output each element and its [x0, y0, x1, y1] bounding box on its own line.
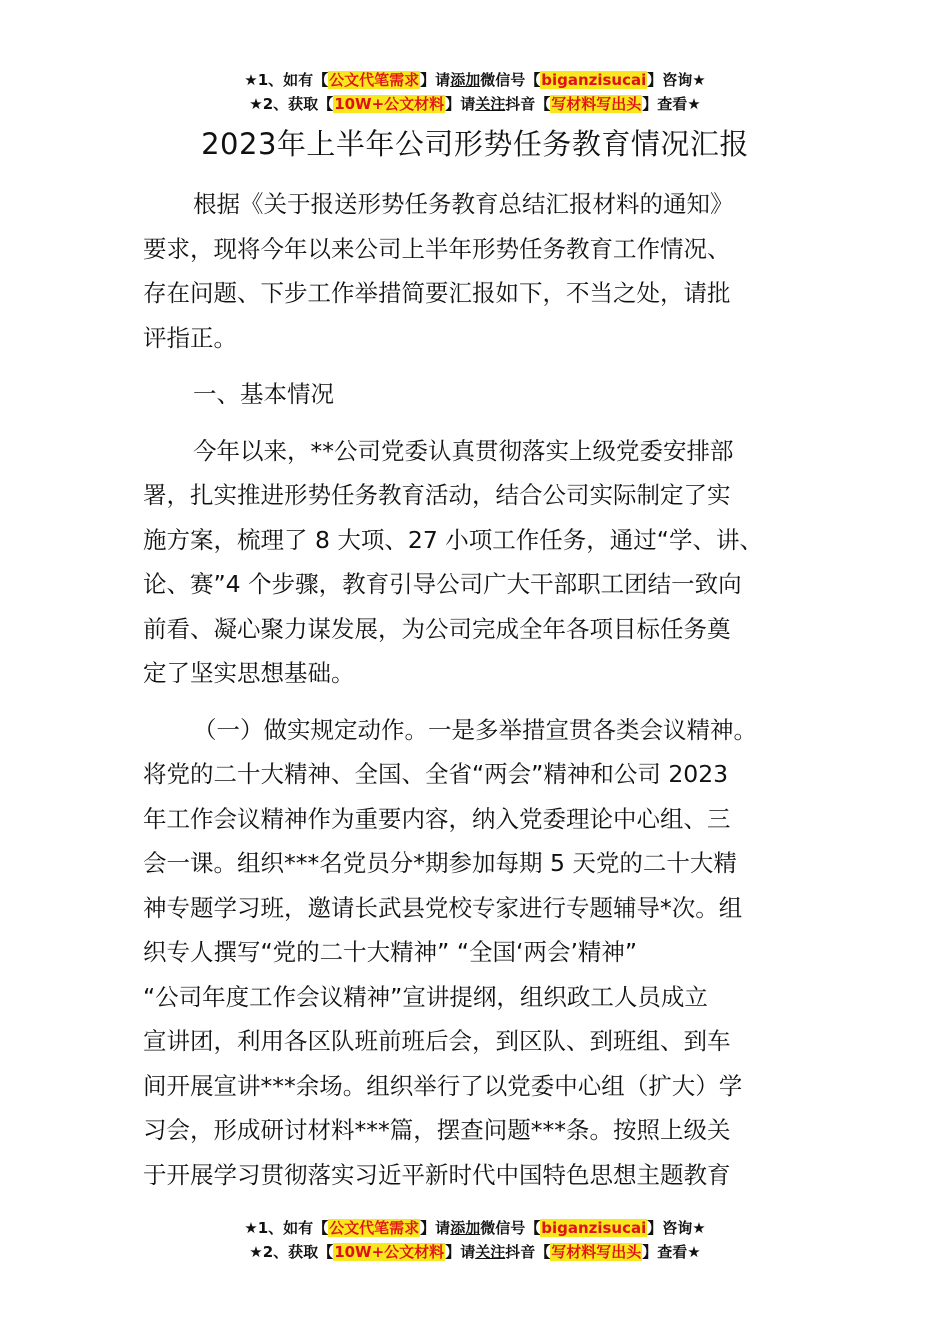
footer-banner: [0, 1216, 950, 1264]
banner-underline: 添加: [450, 1219, 481, 1237]
banner-text: ★2、获取【: [249, 95, 334, 113]
paragraph-line: 施方案，梳理了 8 大项、27 小项工作任务，通过“学、讲、: [143, 525, 763, 554]
banner-text: 】咨询★: [647, 1219, 706, 1237]
banner-highlight: 10W+公文材料: [334, 1243, 445, 1261]
banner-text: 】请: [420, 1219, 451, 1237]
banner-highlight: biganzisucai: [541, 71, 647, 89]
banner-highlight: 10W+公文材料: [334, 95, 445, 113]
paragraph-line: 于开展学习贯彻落实习近平新时代中国特色思想主题教育: [143, 1160, 731, 1189]
banner-line-1: [0, 1216, 950, 1240]
banner-underline: 添加: [450, 71, 481, 89]
banner-text: 】请: [445, 95, 476, 113]
paragraph-line: 神专题学习班，邀请长武县党校专家进行专题辅导*次。组: [143, 893, 743, 922]
paragraph-gap: [143, 360, 813, 372]
paragraph-line: 宣讲团，利用各区队班前班后会，到区队、到班组、到车: [143, 1027, 731, 1055]
paragraph-line: 前看、凝心聚力谋发展，为公司完成全年各项目标任务奠: [143, 614, 731, 643]
paragraph-line: “公司年度工作会议精神”宣讲提纲，组织政工人员成立: [143, 982, 708, 1011]
banner-highlight: 写材料写出头: [551, 95, 642, 113]
header-banner: [0, 68, 950, 116]
banner-line-1: [0, 68, 950, 92]
paragraph-line: 间开展宣讲***余场。组织举行了以党委中心组（扩大）学: [143, 1071, 743, 1100]
banner-text: 】请: [445, 1243, 476, 1261]
banner-text: 抖音【: [505, 1243, 551, 1261]
banner-underline: 关注: [475, 95, 506, 113]
banner-text: 】请: [420, 71, 451, 89]
banner-highlight: 公文代笔需求: [329, 71, 420, 89]
banner-text: ★1、如有【: [244, 1219, 329, 1237]
section-heading: 一、基本情况: [193, 380, 334, 408]
banner-line-2: [0, 1240, 950, 1264]
paragraph-line: 存在问题、下步工作举措简要汇报如下，不当之处，请批: [143, 279, 731, 307]
paragraph-line: 根据《关于报送形势任务教育总结汇报材料的通知》: [193, 190, 734, 218]
banner-text: ★1、如有【: [244, 71, 329, 89]
banner-highlight: 公文代笔需求: [329, 1219, 420, 1237]
paragraph-line: 年工作会议精神作为重要内容，纳入党委理论中心组、三: [143, 804, 731, 833]
paragraph-line: 将党的二十大精神、全国、全省“两会”精神和公司 2023: [143, 760, 729, 788]
banner-highlight: 写材料写出头: [551, 1243, 642, 1261]
paragraph-line: 习会，形成研讨材料***篇，摆查问题***条。按照上级关: [143, 1116, 731, 1144]
banner-text: 】查看★: [642, 95, 701, 113]
document-body: [143, 182, 813, 1197]
paragraph-gap: [143, 696, 813, 708]
paragraph-line: 署，扎实推进形势任务教育活动，结合公司实际制定了实: [143, 481, 731, 509]
banner-underline: 关注: [475, 1243, 506, 1261]
banner-text: 抖音【: [505, 95, 551, 113]
paragraph-line: 今年以来，**公司党委认真贯彻落实上级党委安排部: [193, 436, 734, 465]
banner-text: 微信号【: [480, 71, 541, 89]
banner-highlight: biganzisucai: [541, 1219, 647, 1237]
banner-text: 微信号【: [480, 1219, 541, 1237]
paragraph-gap: [143, 417, 813, 429]
banner-text: 】查看★: [642, 1243, 701, 1261]
paragraph-line: 会一课。组织***名党员分*期参加每期 5 天党的二十大精: [143, 849, 737, 877]
banner-text: 】咨询★: [647, 71, 706, 89]
paragraph-line: 评指正。: [143, 323, 237, 352]
paragraph-line: 定了坚实思想基础。: [143, 659, 355, 687]
banner-text: ★2、获取【: [249, 1243, 334, 1261]
paragraph-line: 论、赛”4 个步骤，教育引导公司广大干部职工团结一致向: [143, 570, 742, 598]
paragraph-line: 织专人撰写“党的二十大精神” “全国‘两会’精神”: [143, 938, 638, 966]
document-title: 2023年上半年公司形势任务教育情况汇报: [201, 127, 749, 161]
banner-line-2: [0, 92, 950, 116]
paragraph-line: （一）做实规定动作。一是多举措宣贯各类会议精神。: [193, 715, 757, 744]
paragraph-line: 要求，现将今年以来公司上半年形势任务教育工作情况、: [143, 234, 731, 263]
